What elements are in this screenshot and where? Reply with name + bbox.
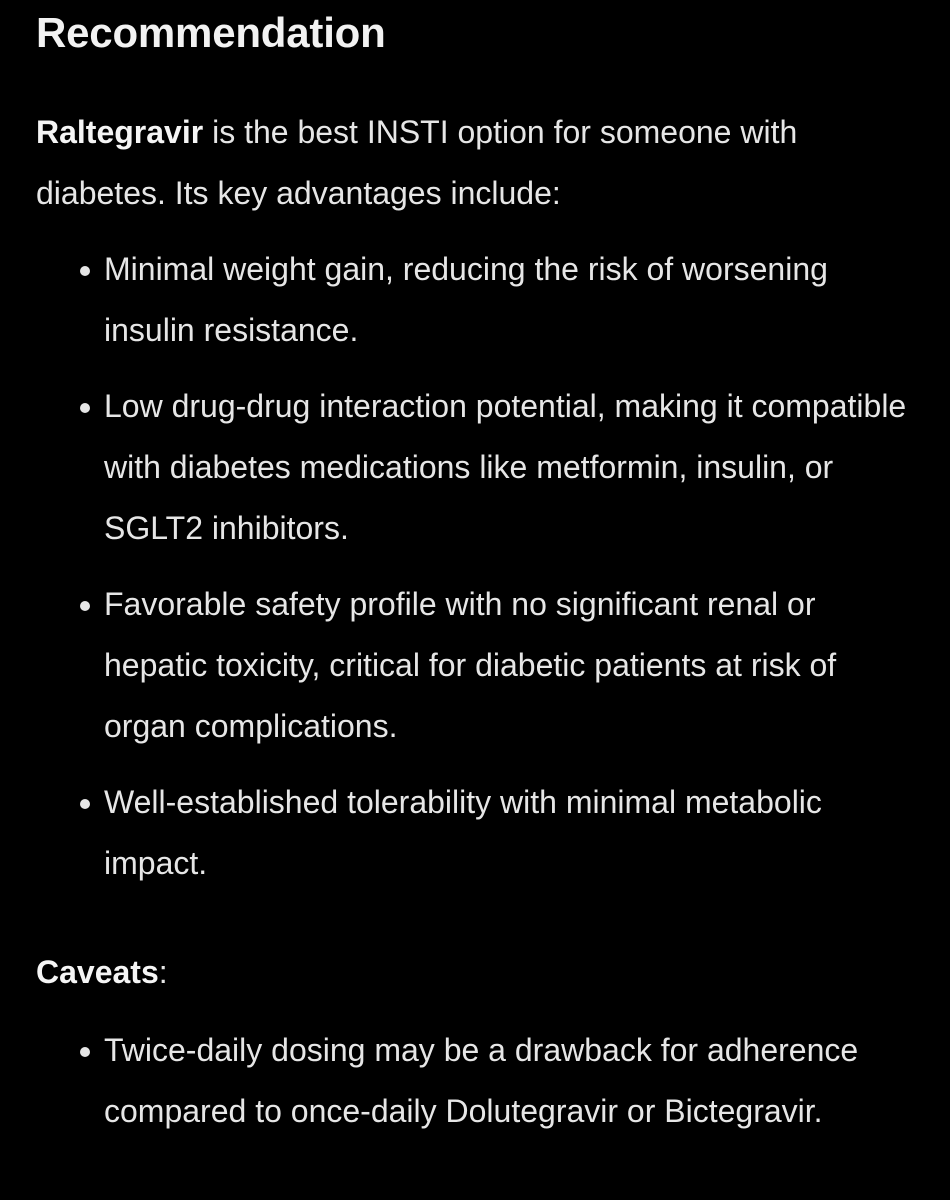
bullet-icon — [80, 601, 90, 611]
intro-text: is the best INSTI option for someone with diabetes. Its key advantages include: — [36, 114, 798, 211]
list-item — [36, 239, 920, 361]
bullet-icon — [80, 799, 90, 809]
list-item-text: Well-established tolerability with minimal metabolic impact. — [104, 784, 822, 881]
list-item-text: Minimal weight gain, reducing the risk of worsening insulin resistance. — [104, 251, 828, 348]
caveats-heading — [36, 942, 920, 1003]
caveats-label: Caveats — [36, 954, 159, 990]
drug-name: Raltegravir — [36, 114, 204, 150]
bullet-icon — [80, 403, 90, 413]
list-item-text: Twice-daily dosing may be a drawback for adherence compared to once-daily Dolutegravir or Bictegravir. — [104, 1032, 859, 1129]
list-item — [36, 574, 920, 757]
section-heading: Recommendation — [36, 9, 386, 56]
list-item-text: Low drug-drug interaction potential, making it compatible with diabetes medications like metformin, insulin, or SGLT2 inhibitors. — [104, 388, 907, 546]
bullet-icon — [80, 266, 90, 276]
list-item — [36, 376, 920, 559]
list-item — [36, 772, 920, 894]
list-item — [36, 1020, 920, 1142]
advantages-list — [36, 239, 920, 894]
caveats-suffix: : — [158, 954, 168, 990]
list-item-text: Favorable safety profile with no significant renal or hepatic toxicity, critical for diabetic patients at risk of organ complications. — [104, 586, 837, 744]
intro-paragraph — [36, 102, 920, 224]
bullet-icon — [80, 1047, 90, 1057]
caveats-list — [36, 1020, 920, 1142]
